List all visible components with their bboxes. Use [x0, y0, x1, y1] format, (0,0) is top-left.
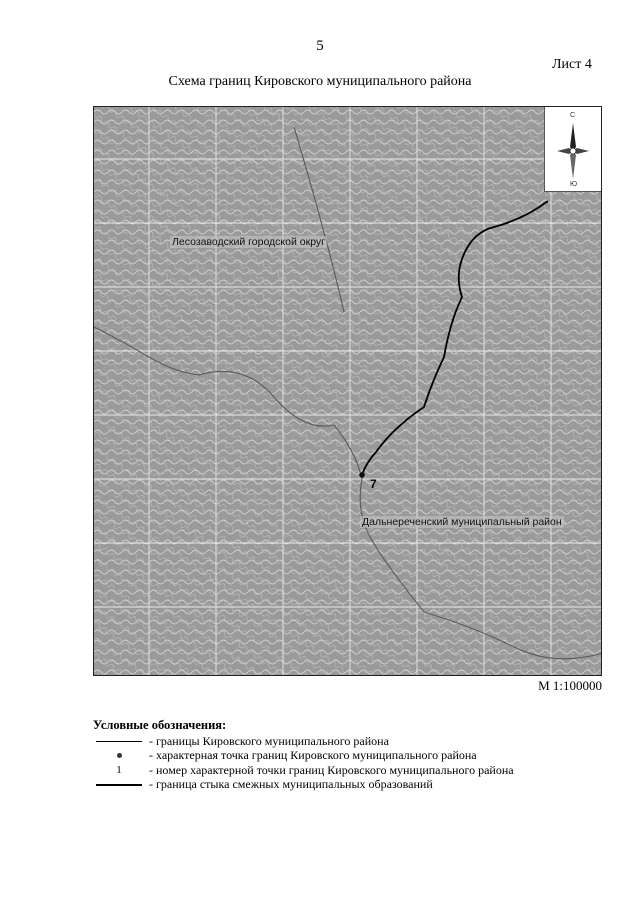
- point-number: 7: [370, 477, 377, 491]
- legend-item: [93, 763, 593, 778]
- thin-line-symbol: [93, 741, 145, 742]
- boundary-point-7: [359, 472, 365, 478]
- dot-symbol: [93, 753, 145, 758]
- legend-item-text: - граница стыка смежных муниципальных образований: [149, 777, 433, 792]
- legend-item: [93, 734, 593, 749]
- legend-item-text: - характерная точка границ Кировского муниципального района: [149, 748, 477, 763]
- topographic-map: [94, 107, 602, 676]
- label-dalnerechensk: Дальнереченский муниципальный район: [362, 516, 562, 528]
- compass-rose: [544, 107, 601, 192]
- contour-lines-secondary: [94, 107, 602, 676]
- legend-item: [93, 778, 593, 793]
- map-title: Схема границ Кировского муниципального района: [168, 74, 472, 89]
- legend-title: Условные обозначения:: [93, 718, 227, 732]
- legend: [93, 718, 593, 792]
- label-lesozavodsk: Лесозаводский городской округ: [172, 236, 325, 248]
- map-frame: [93, 106, 602, 676]
- page-number: 5: [316, 38, 324, 54]
- scale-label: М 1:100000: [538, 678, 602, 693]
- compass-icon: [545, 107, 601, 191]
- compass-south: Ю: [570, 181, 578, 188]
- legend-item-text: - номер характерной точки границ Кировского муниципального района: [149, 762, 514, 777]
- legend-item: [93, 749, 593, 764]
- thick-line-symbol: [93, 784, 145, 786]
- sheet-label: Лист 4: [552, 57, 592, 72]
- number-symbol-text: 1: [116, 764, 122, 777]
- number-symbol: [93, 764, 145, 776]
- legend-item-text: - границы Кировского муниципального района: [149, 733, 389, 748]
- compass-north: С: [570, 112, 576, 119]
